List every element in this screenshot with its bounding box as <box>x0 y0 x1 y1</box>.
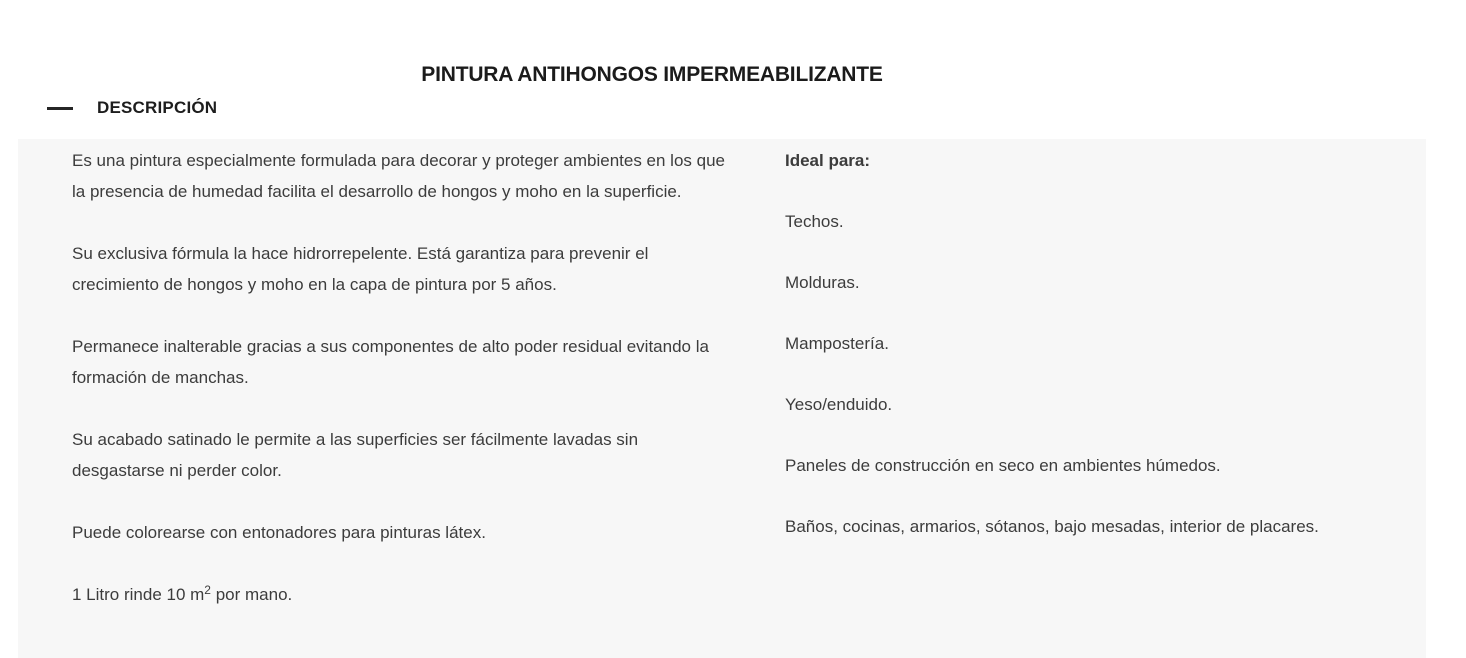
page-title: PINTURA ANTIHONGOS IMPERMEABILIZANTE <box>421 63 883 86</box>
accordion-header-description[interactable] <box>47 98 217 118</box>
ideal-for-item: Paneles de construcción en seco en ambientes húmedos. <box>785 456 1221 475</box>
ideal-for-item: Mampostería. <box>785 334 889 353</box>
description-panel <box>18 139 1426 658</box>
description-text-column <box>72 145 728 658</box>
description-paragraph: Su acabado satinado le permite a las superficies ser fácilmente lavadas sin desgastarse ni perder color. <box>72 430 639 480</box>
description-paragraph: Permanece inalterable gracias a sus componentes de alto poder residual evitando la formación de manchas. <box>72 337 709 387</box>
ideal-for-heading: Ideal para: <box>785 151 871 170</box>
ideal-for-item: Molduras. <box>785 273 860 292</box>
accordion-section-label: DESCRIPCIÓN <box>97 98 218 117</box>
ideal-for-item: Techos. <box>785 212 844 231</box>
ideal-for-item: Baños, cocinas, armarios, sótanos, bajo mesadas, interior de placares. <box>785 517 1319 536</box>
description-paragraph: Su exclusiva fórmula la hace hidrorrepelente. Está garantiza para prevenir el crecimiento de hongos y moho en la capa de pintura por 5 años. <box>72 244 649 294</box>
description-paragraph: Es una pintura especialmente formulada para decorar y proteger ambientes en los que la presencia de humedad facilita el desarrollo de hongos y moho en la superficie. <box>72 151 725 201</box>
yield-text-suffix: por mano. <box>210 585 293 604</box>
description-paragraph: Puede colorearse con entonadores para pinturas látex. <box>72 523 486 542</box>
ideal-for-column <box>785 145 1405 658</box>
collapse-minus-icon <box>47 107 73 110</box>
yield-line <box>72 579 728 610</box>
ideal-for-item: Yeso/enduido. <box>785 395 893 414</box>
yield-superscript: 2 <box>204 583 211 597</box>
yield-text-prefix: 1 Litro rinde 10 m <box>72 585 205 604</box>
